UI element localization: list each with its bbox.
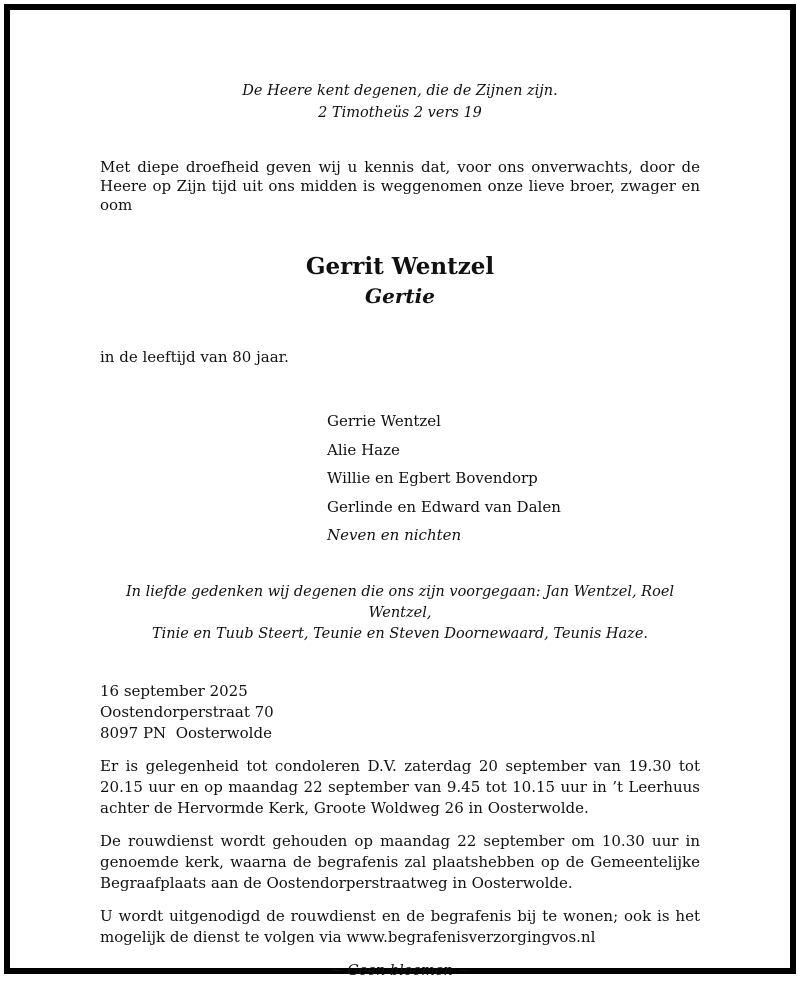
announcement-intro: Met diepe droefheid geven wij u kennis dat, voor ons onverwachts, door de Heere op Zijn tijd uit ons midden is weggenomen onze lieve broer, zwager en oom xyxy=(100,158,700,214)
survivor-item: Willie en Egbert Bovendorp xyxy=(327,469,538,487)
no-flowers-note: ~ Geen bloemen ~ xyxy=(330,962,470,979)
announcement-date: 16 september 2025 xyxy=(100,681,248,700)
survivor-item: Gerlinde en Edward van Dalen xyxy=(327,497,561,516)
deceased-nickname: Gertie xyxy=(365,284,435,308)
address-city: 8097 PN Oosterwolde xyxy=(100,723,272,742)
obituary-content xyxy=(100,80,700,982)
survivor-item: Neven en nichten xyxy=(327,526,462,544)
memorial-line: Tinie en Tuub Steert, Teunie en Steven Doornewaard, Teunis Haze. xyxy=(151,625,649,642)
memorial-text xyxy=(100,582,700,645)
bible-reference: 2 Timotheüs 2 vers 19 xyxy=(318,105,482,121)
service-paragraph: De rouwdienst wordt gehouden op maandag 22 september om 10.30 uur in genoemde kerk, waarna de begrafenis zal plaatshebben op de Gemeentelijke Begraafplaats aan de Oostendorperstraatweg in Oosterwolde. xyxy=(100,831,700,892)
condolence-paragraph: Er is gelegenheid tot condoleren D.V. zaterdag 20 september van 19.30 tot 20.15 uur en op maandag 22 september van 9.45 tot 10.15 uur in ’t Leerhuus achter de Hervormde Kerk, Groote Woldweg 26 in Oosterwolde. xyxy=(100,756,700,817)
survivor-item: Gerrie Wentzel xyxy=(327,412,441,430)
deceased-name: Gerrit Wentzel xyxy=(305,253,495,280)
invitation-paragraph: U wordt uitgenodigd de rouwdienst en de begrafenis bij te wonen; ook is het mogelijk de dienst te volgen via www.begrafenisverzorgingvos.nl xyxy=(100,906,700,946)
survivor-item: Alie Haze xyxy=(327,440,400,459)
address-street: Oostendorperstraat 70 xyxy=(100,702,274,721)
age-statement: in de leeftijd van 80 jaar. xyxy=(100,348,289,366)
survivors-list xyxy=(327,407,700,550)
bible-verse: De Heere kent degenen, die de Zijnen zijn. xyxy=(242,83,558,99)
memorial-line: In liefde gedenken wij degenen die ons zijn voorgegaan: Jan Wentzel, Roel Wentzel, xyxy=(125,583,675,621)
